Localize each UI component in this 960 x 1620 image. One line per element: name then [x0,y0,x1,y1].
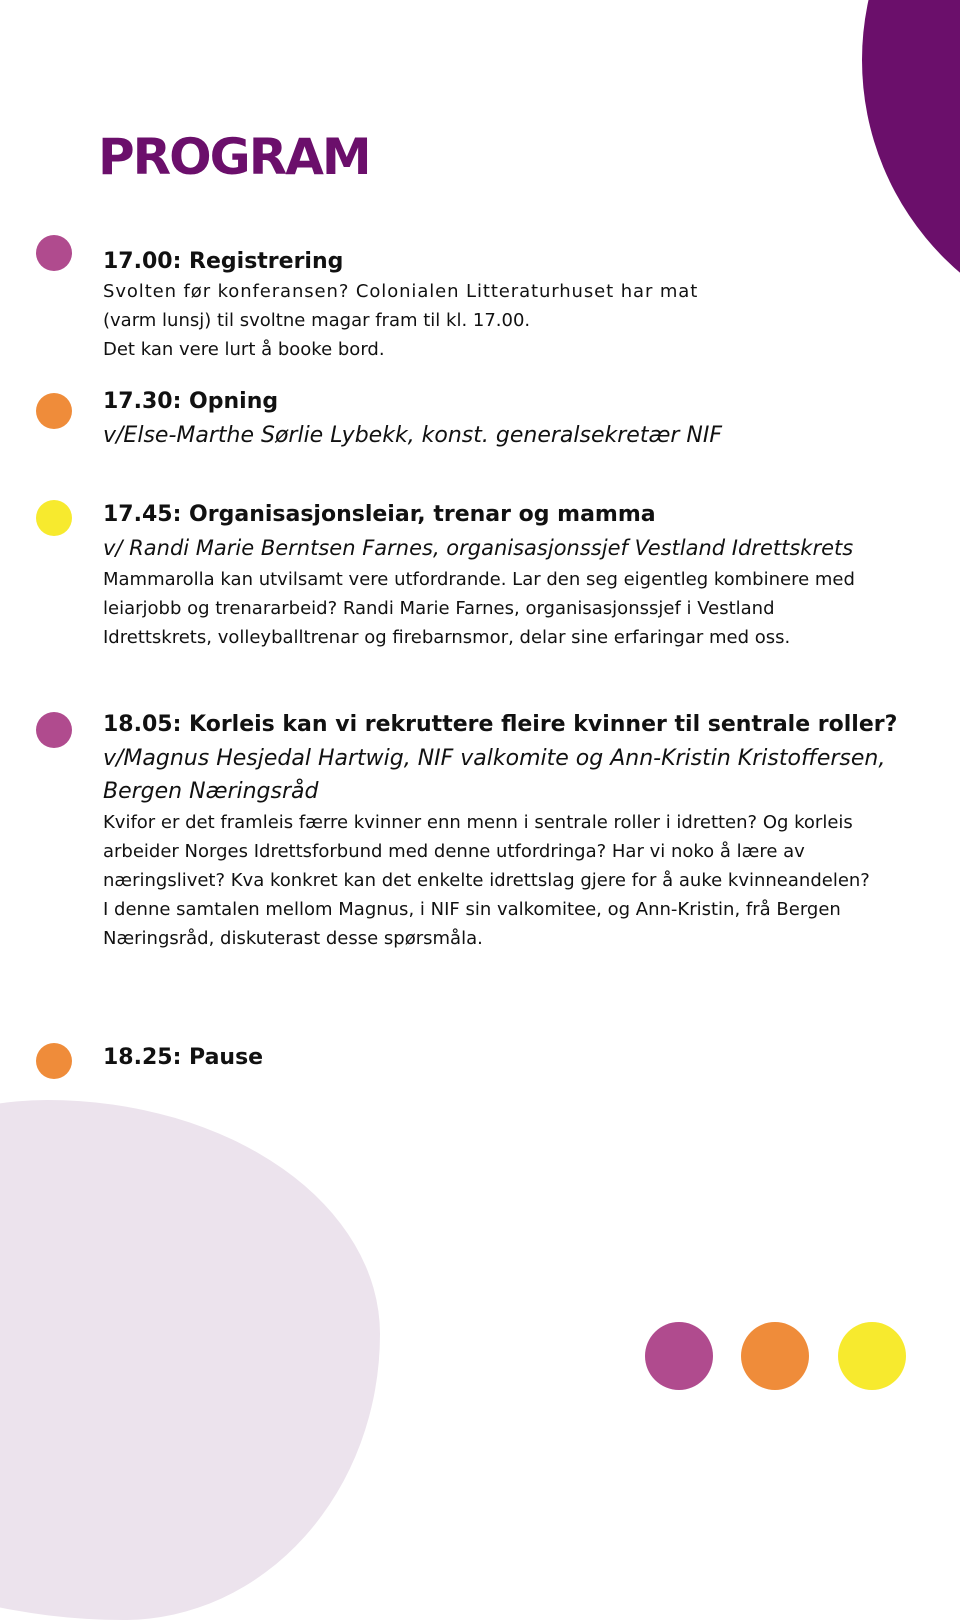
bullet-dot [36,712,72,748]
description-line: Næringsråd, diskuterast desse spørsmåla. [103,928,483,949]
description-line: næringslivet? Kva konkret kan det enkelte idrettslag gjere for å auke kvinneandelen? [103,870,870,891]
item-title: 17.00: Registrering [103,249,344,274]
item-description [103,808,948,953]
description-line: Idrettskrets, volleyballtrenar og firebarnsmor, delar sine erfaringar med oss. [103,627,791,648]
bullet-dot [36,393,72,429]
description-line: Mammarolla kan utvilsamt vere utfordrande. Lar den seg eigentleg kombinere med [103,569,855,590]
item-title: 17.45: Organisasjonsleiar, trenar og mamma [103,502,656,527]
speaker-line: v/Else-Marthe Sørlie Lybekk, konst. generalsekretær NIF [103,423,722,448]
description-line: I denne samtalen mellom Magnus, i NIF sin valkomitee, og Ann-Kristin, frå Bergen [103,899,841,920]
speaker-line: v/ Randi Marie Berntsen Farnes, organisasjonssjef Vestland Idrettskrets [103,536,854,560]
item-title: 17.30: Opning [103,389,279,414]
description-line: leiarjobb og trenararbeid? Randi Marie Farnes, organisasjonssjef i Vestland [103,598,775,619]
decorative-dot-yellow [838,1322,906,1390]
description-line: Kvifor er det framleis færre kvinner enn menn i sentrale roller i idretten? Og korleis [103,812,853,833]
decorative-dot-magenta [645,1322,713,1390]
item-description [103,565,948,652]
item-title: 18.25: Pause [103,1045,264,1070]
item-title: 18.05: Korleis kan vi rekruttere fleire kvinner til sentrale roller? [103,712,898,737]
description-line: Det kan vere lurt å booke bord. [103,339,385,360]
description-line: arbeider Norges Idrettsforbund med denne utfordringa? Har vi noko å lære av [103,841,805,862]
description-line: (varm lunsj) til svoltne magar fram til kl. 17.00. [103,310,531,331]
description-line: Svolten før konferansen? Colonialen Litteraturhuset har mat [103,281,699,302]
decorative-dot-orange [741,1322,809,1390]
page-title: PROGRAM [98,128,370,186]
speaker-line: v/Magnus Hesjedal Hartwig, NIF valkomite og Ann-Kristin Kristoffersen, Bergen Næringsråd [103,746,886,804]
bullet-dot [36,1043,72,1079]
item-description [103,277,948,364]
decorative-lilac-blob [0,1100,380,1620]
bullet-dot [36,235,72,271]
bullet-dot [36,500,72,536]
